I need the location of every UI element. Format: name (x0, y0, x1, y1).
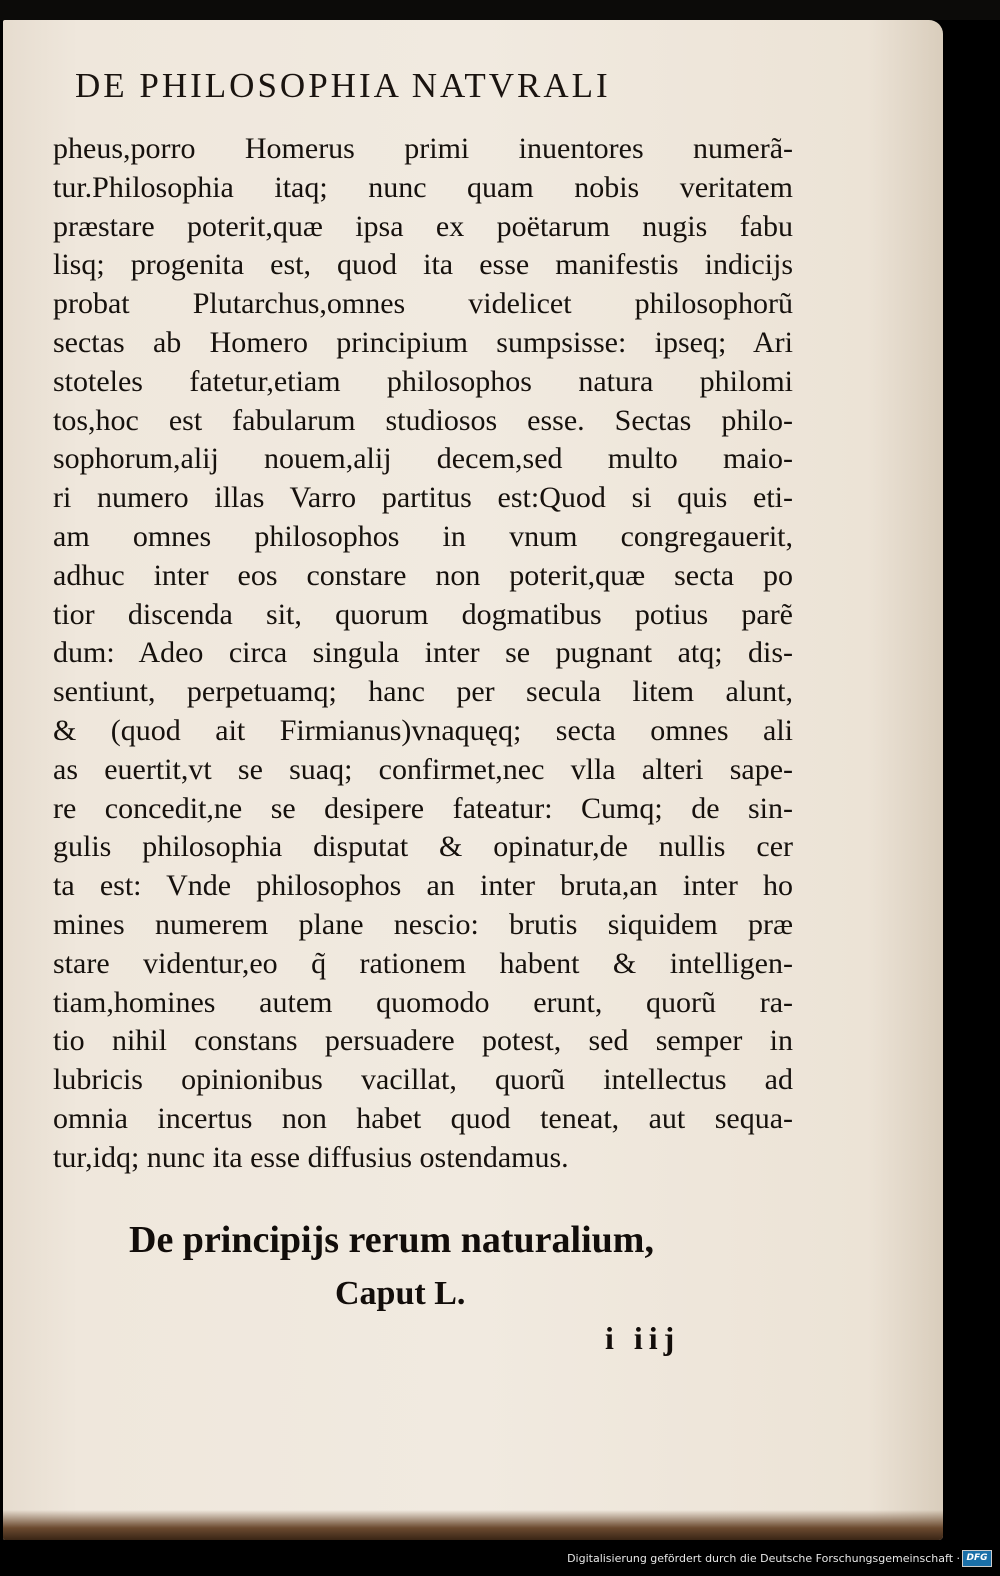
text-line-23: tiam,homines autem quomodo erunt, quorũ ra- (53, 985, 793, 1019)
text-line-2: tur.Philosophia itaq; nunc quam nobis veritatem (53, 170, 793, 204)
scan-top-strip (0, 0, 1000, 20)
running-head: DE PHILOSOPHIA NATVRALI (75, 66, 611, 105)
text-line-15: sentiunt, perpetuamq; hanc per secula litem alunt, (53, 675, 793, 709)
text-line-16: & (quod ait Firmianus)vnaquęq; secta omnes ali (53, 713, 793, 747)
text-line-19: gulis philosophia disputat & opinatur,de nullis cer (53, 830, 793, 864)
text-line-20: ta est: Vnde philosophos an inter bruta,an inter ho (53, 869, 793, 903)
dfg-logo-icon: DFG (962, 1550, 992, 1567)
text-line-13: tior discenda sit, quorum dogmatibus potius parẽ (53, 597, 793, 631)
text-line-8: tos,hoc est fabularum studiosos esse. Sectas philo- (53, 403, 793, 437)
body-text (53, 130, 793, 1178)
text-line-6: sectas ab Homero principium sumpsisse: ipseq; Ari (53, 325, 793, 359)
text-line-5: probat Plutarchus,omnes videlicet philosophorũ (53, 287, 793, 321)
book-page (3, 20, 943, 1540)
text-line-12: adhuc inter eos constare non poterit,quæ secta po (53, 558, 793, 592)
text-line-24: tio nihil constans persuadere potest, sed semper in (53, 1024, 793, 1058)
chapter-title: De principijs rerum naturalium, (129, 1219, 654, 1261)
signature-mark: i iij (605, 1320, 681, 1356)
text-line-18: re concedit,ne se desipere fateatur: Cumq; de sin- (53, 791, 793, 825)
chapter-subtitle: Caput L. (335, 1275, 466, 1312)
text-line-27: tur,idq; nunc ita esse diffusius ostendamus. (53, 1140, 569, 1174)
text-line-7: stoteles fatetur,etiam philosophos natura philomi (53, 364, 793, 398)
text-line-14: dum: Adeo circa singula inter se pugnant atq; dis- (53, 636, 793, 670)
text-line-4: lisq; progenita est, quod ita esse manifestis indicijs (53, 248, 793, 282)
text-line-9: sophorum,alij nouem,alij decem,sed multo maio- (53, 442, 793, 476)
text-line-21: mines numerem plane nescio: brutis siquidem præ (53, 907, 793, 941)
text-line-3: præstare poterit,quæ ipsa ex poëtarum nugis fabu (53, 209, 793, 243)
text-line-26: omnia incertus non habet quod teneat, aut sequa- (53, 1101, 793, 1135)
text-line-22: stare videntur,eo q̃ rationem habent & intelligen- (53, 946, 793, 980)
text-line-25: lubricis opinionibus vacillat, quorũ intellectus ad (53, 1063, 793, 1097)
text-line-1: pheus,porro Homerus primi inuentores numerã- (53, 132, 793, 165)
text-line-11: am omnes philosophos in vnum congregauerit, (53, 519, 793, 553)
digitization-credit: Digitalisierung gefördert durch die Deutsche Forschungsgemeinschaft · (567, 1552, 960, 1565)
text-line-17: as euertit,vt se suaq; confirmet,nec vlla alteri sape- (53, 752, 793, 786)
text-line-10: ri numero illas Varro partitus est:Quod si quis eti- (53, 481, 793, 515)
